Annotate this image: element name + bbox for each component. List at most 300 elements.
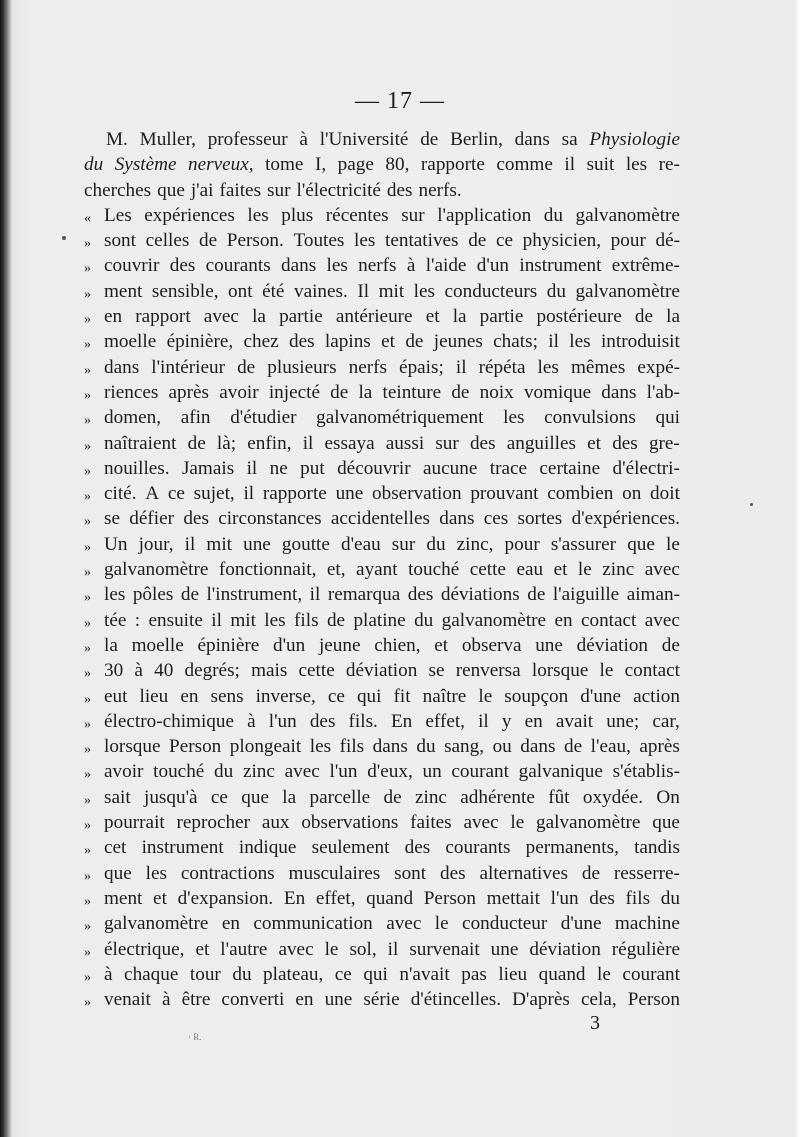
word: tée <box>104 609 127 631</box>
quote-mark: » <box>84 767 91 783</box>
word: qui <box>356 685 382 707</box>
word: plateau, <box>263 963 324 985</box>
word: aux <box>261 812 290 834</box>
word: d'eau <box>341 533 381 555</box>
word: mettait <box>486 887 540 909</box>
word: jeunes <box>433 331 483 353</box>
word: jusqu'à <box>143 786 198 808</box>
word: de <box>634 306 653 328</box>
word: se <box>104 508 120 530</box>
word: n'avait <box>399 963 450 985</box>
word: les <box>247 204 269 226</box>
word: à <box>247 710 256 732</box>
word: ce <box>327 685 345 707</box>
quote-mark: » <box>84 463 91 479</box>
quoted-line-text <box>104 633 680 658</box>
word: la <box>666 306 680 328</box>
word: Berlin, <box>450 129 503 150</box>
word: de <box>180 584 199 606</box>
word: Les <box>104 204 132 226</box>
quoted-line-text <box>104 785 680 810</box>
word: l'électricité <box>296 179 381 201</box>
word: l'Université <box>319 129 409 150</box>
word: lieu <box>498 963 528 985</box>
word: avoir <box>104 761 144 783</box>
quoted-line <box>84 405 680 430</box>
quote-mark: » <box>84 514 91 530</box>
word: des <box>440 862 466 884</box>
word: des <box>404 837 431 859</box>
word: communication <box>253 913 373 935</box>
word: courants <box>445 837 511 859</box>
word: combien <box>547 483 614 505</box>
word: épinière, <box>166 331 234 353</box>
word: D'après <box>512 989 570 1011</box>
word: resserre- <box>613 862 680 884</box>
word: extrême- <box>611 255 680 277</box>
word: injecté <box>268 381 320 403</box>
word: domen, <box>104 407 162 429</box>
quote-mark: » <box>84 944 91 960</box>
quoted-line-text <box>104 506 680 531</box>
word: et <box>434 634 449 656</box>
word: avec <box>284 761 320 783</box>
word: fils <box>625 887 651 909</box>
word: chats; <box>493 331 538 353</box>
word: teinture <box>382 381 442 403</box>
quoted-line <box>84 608 680 633</box>
quoted-line-text <box>104 962 680 987</box>
word: jeune <box>318 634 361 656</box>
quoted-line <box>84 506 680 531</box>
word: l'un <box>550 887 579 909</box>
word: tome <box>265 154 304 176</box>
word: fils <box>294 609 319 631</box>
word: déviations <box>440 584 520 606</box>
word: plusieurs <box>267 356 337 378</box>
word: et <box>425 306 440 328</box>
word: soupçon <box>504 685 569 707</box>
word: l'aiguille <box>552 584 620 606</box>
word: couvrir <box>104 255 160 277</box>
word: gre- <box>648 432 680 454</box>
word: plongeait <box>229 736 302 758</box>
word: d'une <box>580 685 622 707</box>
page-number: — 17 — <box>355 88 445 114</box>
word: le <box>324 938 339 960</box>
word: fût <box>548 786 570 808</box>
word: déviation <box>576 634 649 656</box>
word: il <box>548 331 559 353</box>
word: il <box>455 356 467 378</box>
word: M. <box>106 129 128 150</box>
word: quand <box>366 887 414 909</box>
word: convulsions <box>544 407 636 429</box>
word: du <box>543 204 563 226</box>
word: que <box>104 862 132 884</box>
quoted-line-text <box>104 886 680 911</box>
page-binding-shadow <box>0 0 12 1137</box>
word: effet, <box>425 710 465 732</box>
word: il <box>243 483 255 505</box>
word: en <box>221 913 240 935</box>
word: certaine <box>539 457 601 479</box>
word: des <box>169 255 196 277</box>
ink-speck <box>62 236 66 240</box>
quote-mark: » <box>84 565 91 581</box>
quoted-line <box>84 355 680 380</box>
word: de <box>326 609 346 631</box>
word: y <box>501 710 512 732</box>
word: d'étudier <box>230 407 297 429</box>
word: une <box>535 634 563 656</box>
word: à <box>299 129 308 150</box>
word: on <box>622 483 642 505</box>
quote-mark: » <box>84 387 91 403</box>
word: défier <box>129 508 175 530</box>
word: : <box>134 609 141 631</box>
word: tentatives <box>385 230 459 252</box>
quoted-line <box>84 810 680 835</box>
word: mit <box>378 280 405 302</box>
word: avec <box>644 609 680 631</box>
word: dans <box>439 508 475 530</box>
word: dans <box>281 255 317 277</box>
word: courant <box>622 963 680 985</box>
word: le <box>666 533 680 555</box>
word: le <box>577 559 592 581</box>
quoted-line-text <box>104 608 680 633</box>
word: accidentelles <box>330 508 430 530</box>
quoted-line <box>84 203 680 228</box>
word: l'aide <box>425 255 467 277</box>
word: degrés; <box>184 660 240 682</box>
word: que <box>627 533 655 555</box>
quote-mark: » <box>84 640 91 656</box>
word: le <box>478 685 493 707</box>
word: de <box>405 331 424 353</box>
word: cette <box>298 660 335 682</box>
word: naître <box>422 685 467 707</box>
word: dans <box>520 736 556 758</box>
word: des <box>386 179 413 201</box>
word: à <box>104 963 113 985</box>
quote-mark: » <box>84 666 91 682</box>
word: enfin, <box>247 432 292 454</box>
quoted-line <box>84 431 680 456</box>
word: ce <box>334 963 352 985</box>
quoted-line <box>84 228 680 253</box>
word: galvanomètre <box>104 913 209 935</box>
quoted-line <box>84 279 680 304</box>
word: indique <box>238 837 297 859</box>
word: On <box>656 786 680 808</box>
word: être <box>181 989 211 1011</box>
word: contractions <box>180 862 275 884</box>
word: parcelle <box>309 786 371 808</box>
word: suit <box>586 154 615 176</box>
word: faites <box>219 179 262 201</box>
quoted-line <box>84 456 680 481</box>
word: galvanomètre <box>536 812 641 834</box>
word: chaque <box>124 963 179 985</box>
word: anguilles <box>506 432 576 454</box>
word: l'ab- <box>646 381 680 403</box>
word: l'intérieur <box>151 356 226 378</box>
quote-mark: » <box>84 337 91 353</box>
word: mit <box>206 533 232 555</box>
word: postérieure <box>536 306 622 328</box>
word: contact <box>624 660 680 682</box>
quote-mark: » <box>84 286 91 302</box>
word: physicien, <box>522 230 602 252</box>
word: des <box>289 331 315 353</box>
word: du <box>232 963 252 985</box>
quoted-line-text <box>104 759 680 784</box>
word: Physiologie <box>589 129 680 150</box>
word: chien, <box>374 634 421 656</box>
word: page <box>337 154 374 176</box>
word: Système <box>114 154 177 176</box>
quoted-line-text <box>104 304 680 329</box>
quoted-line-text <box>104 380 680 405</box>
quote-mark: » <box>84 893 91 909</box>
quoted-line <box>84 304 680 329</box>
word: une <box>324 989 353 1011</box>
quote-mark: » <box>84 539 91 555</box>
quote-mark: » <box>84 818 91 834</box>
quoted-line-text <box>104 684 680 709</box>
body-text <box>84 127 680 1012</box>
word: 80, <box>385 154 410 176</box>
word: l'eau, <box>590 736 631 758</box>
word: fonctionnait, <box>218 559 317 581</box>
quoted-line <box>84 709 680 734</box>
word: dans <box>514 129 550 150</box>
word: fils <box>339 736 365 758</box>
word: vaines. <box>293 280 348 302</box>
word: pourrait <box>104 812 165 834</box>
word: les <box>537 356 559 378</box>
word: zinc <box>242 761 275 783</box>
word: du <box>84 154 104 176</box>
word: instrument <box>141 837 224 859</box>
word: essaya <box>324 432 375 454</box>
word: ment <box>104 887 143 909</box>
word: de <box>564 736 583 758</box>
word: ou <box>492 736 512 758</box>
word: effet, <box>315 887 356 909</box>
word: antérieure <box>335 306 413 328</box>
word: et <box>381 331 395 353</box>
word: comme <box>496 154 553 176</box>
word: mêmes <box>570 356 626 378</box>
word: quand <box>538 963 586 985</box>
word: trace <box>489 457 528 479</box>
quoted-line-text <box>104 532 680 557</box>
word: 40 <box>154 660 174 682</box>
quote-mark: » <box>84 792 91 808</box>
word: rapporte <box>262 483 327 505</box>
word: la <box>252 306 266 328</box>
quoted-line <box>84 582 680 607</box>
word: en <box>104 306 123 328</box>
word: les <box>326 255 348 277</box>
word: riences <box>104 381 159 403</box>
word: Person <box>169 736 222 758</box>
word: machine <box>614 913 680 935</box>
word: sens <box>210 685 244 707</box>
word: répéta <box>478 356 526 378</box>
word: une <box>490 938 519 960</box>
quoted-line <box>84 532 680 557</box>
word: en <box>524 710 543 732</box>
quoted-line-text <box>104 405 680 430</box>
word: d'électri- <box>612 457 680 479</box>
word: des <box>309 710 336 732</box>
quoted-line <box>84 962 680 987</box>
word: de <box>199 230 218 252</box>
quoted-line <box>84 835 680 860</box>
quoted-line-text <box>104 456 680 481</box>
word: sur <box>267 179 291 201</box>
word: contact <box>580 609 637 631</box>
word: Person <box>423 887 476 909</box>
word: sur <box>391 533 416 555</box>
word: mais <box>251 660 288 682</box>
word: l'un <box>268 710 297 732</box>
word: déviation <box>345 660 418 682</box>
word: venait <box>104 989 151 1011</box>
word: cité. <box>104 483 137 505</box>
quoted-line <box>84 380 680 405</box>
word: cet <box>104 837 127 859</box>
word: épais; <box>399 356 444 378</box>
word: celles <box>145 230 190 252</box>
text-line <box>84 178 680 203</box>
word: converti <box>221 989 285 1011</box>
word: nouilles. <box>104 457 170 479</box>
quoted-line <box>84 759 680 784</box>
word: re- <box>658 154 680 176</box>
word: dans <box>372 736 408 758</box>
quote-mark: » <box>84 691 91 707</box>
word: électro-chimique <box>104 710 234 732</box>
word: prouvant <box>470 483 539 505</box>
word: il <box>246 457 258 479</box>
word: qui <box>655 407 680 429</box>
word: l'instrument, <box>206 584 303 606</box>
word: expériences <box>144 204 235 226</box>
word: Person. <box>226 230 284 252</box>
word: avec <box>463 812 499 834</box>
word: après <box>168 381 210 403</box>
word: ensuite <box>148 609 203 631</box>
word: eau <box>516 559 544 581</box>
word: plus <box>281 204 314 226</box>
word: lieu <box>139 685 169 707</box>
quoted-line <box>84 633 680 658</box>
word: moelle <box>104 331 157 353</box>
word: galvanométriquement <box>316 407 484 429</box>
word: d'expansion. <box>177 887 274 909</box>
quoted-line-text <box>104 937 680 962</box>
quoted-line <box>84 937 680 962</box>
word: du <box>416 736 436 758</box>
word: circonstances <box>218 508 322 530</box>
word: survenait <box>409 938 480 960</box>
quoted-line-text <box>104 709 680 734</box>
word: goutte <box>281 533 330 555</box>
word: en <box>554 609 573 631</box>
word: zinc, <box>456 533 494 555</box>
word: En <box>390 710 413 732</box>
quoted-line-text <box>104 481 680 506</box>
word: afin <box>180 407 211 429</box>
word: se <box>428 660 445 682</box>
word: de <box>451 381 470 403</box>
word: avait <box>555 710 594 732</box>
quote-mark: » <box>84 868 91 884</box>
word: naîtraient <box>104 432 177 454</box>
quote-mark: » <box>84 742 91 758</box>
word: tour <box>189 963 221 985</box>
word: adhérente <box>460 786 535 808</box>
word: ce <box>167 483 185 505</box>
word: lorsque <box>531 660 589 682</box>
word: sur <box>435 432 459 454</box>
word: lorsque <box>104 736 161 758</box>
word: de <box>420 129 439 150</box>
word: le <box>597 963 611 985</box>
word: sa <box>561 129 578 150</box>
word: instrument <box>519 255 602 277</box>
word: ce <box>210 786 228 808</box>
word: qui <box>363 963 388 985</box>
word: galvanomètre <box>575 280 680 302</box>
quoted-line <box>84 658 680 683</box>
word: avec <box>203 306 239 328</box>
word: il <box>309 584 321 606</box>
word: moelle <box>131 634 184 656</box>
stray-mark: · R. <box>188 1032 202 1042</box>
word: aussi <box>385 432 425 454</box>
word: cherches <box>84 179 152 201</box>
word: il <box>184 533 196 555</box>
word: après <box>639 736 680 758</box>
word: des <box>407 584 434 606</box>
word: ont <box>228 280 253 302</box>
quoted-line-text <box>104 228 680 253</box>
word: zinc <box>602 559 635 581</box>
word: galvanomètre <box>104 559 209 581</box>
word: renversa <box>455 660 521 682</box>
word: sang, <box>444 736 485 758</box>
word: et <box>153 887 167 909</box>
word: découvrir <box>337 457 411 479</box>
word: d'eux, <box>367 761 413 783</box>
word: pôles <box>132 584 174 606</box>
word: A <box>145 483 160 505</box>
quote-mark: » <box>84 969 91 985</box>
word: chez <box>243 331 279 353</box>
quoted-line <box>84 911 680 936</box>
word: et <box>195 938 210 960</box>
word: permanents, <box>525 837 619 859</box>
quoted-line <box>84 886 680 911</box>
word: de <box>581 862 600 884</box>
word: une; <box>606 710 640 732</box>
